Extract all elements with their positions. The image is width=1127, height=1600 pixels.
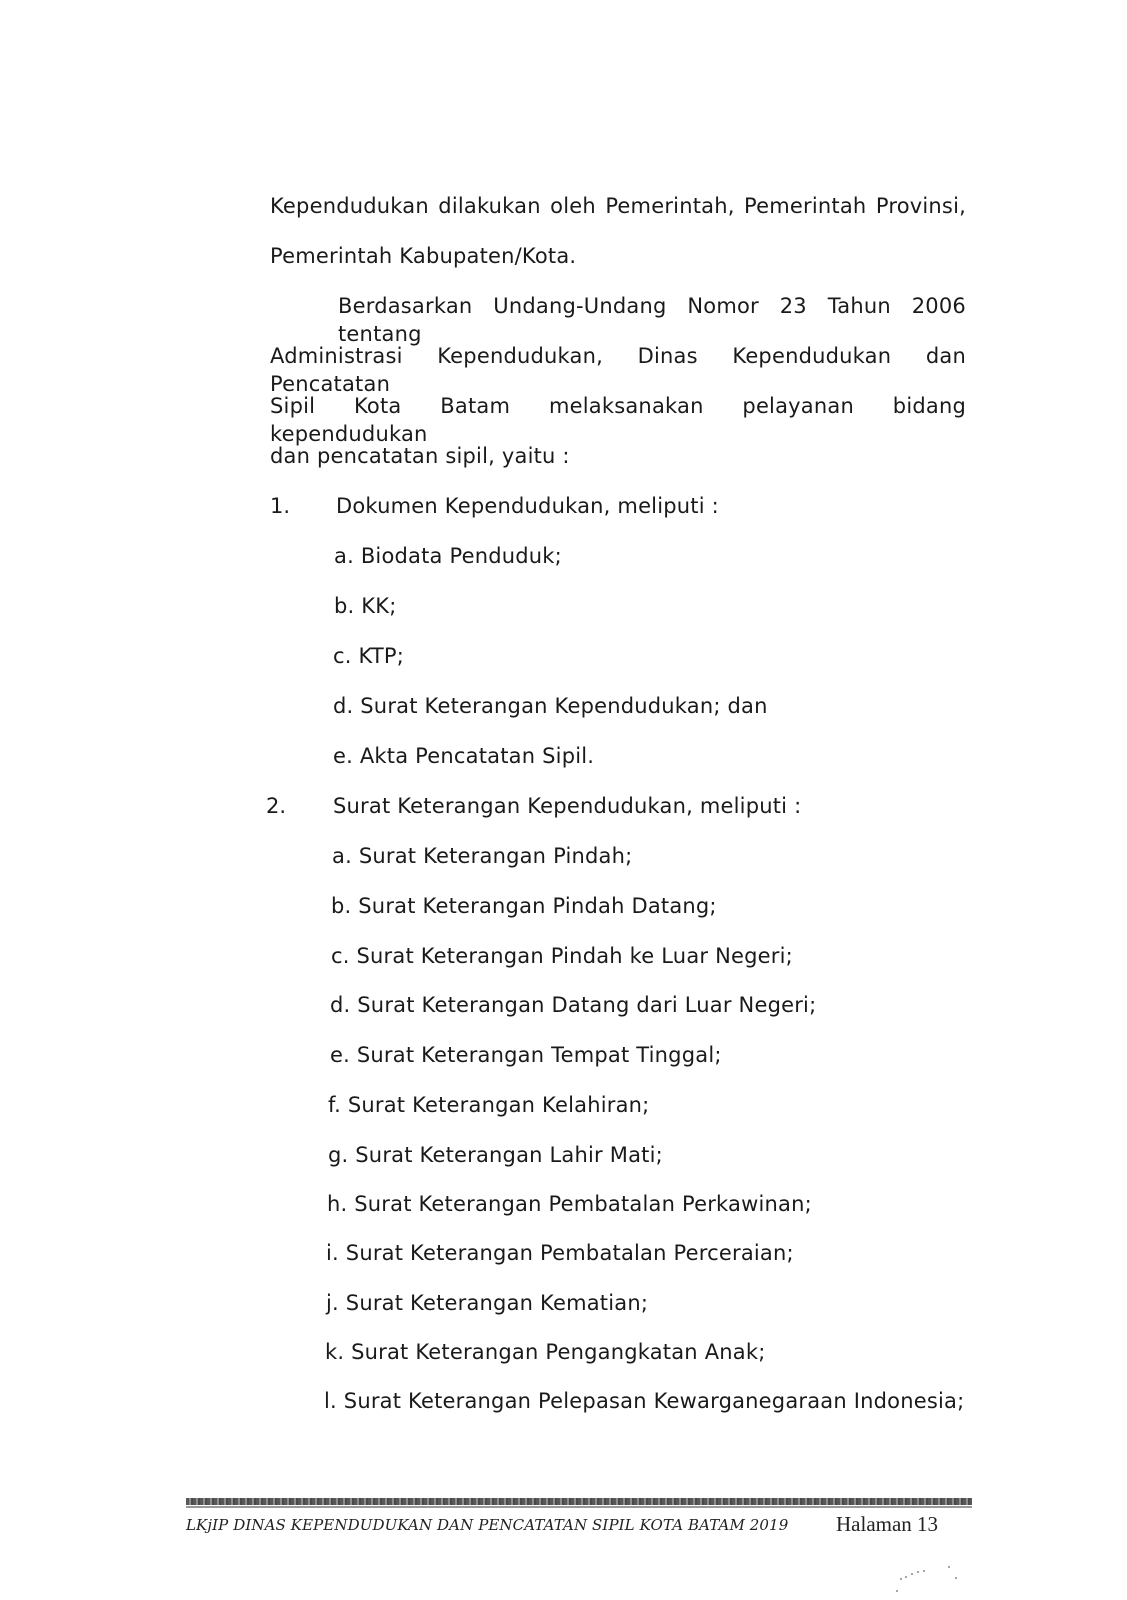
list-1-item: c. KTP; — [333, 644, 405, 668]
page-number: Halaman 13 — [836, 1512, 939, 1536]
list-1-item: b. KK; — [334, 594, 397, 618]
paragraph-2-line-2: Administrasi Kependudukan, Dinas Kependudukan dan Pencatatan — [270, 344, 966, 396]
list-2-item: b. Surat Keterangan Pindah Datang; — [331, 894, 717, 918]
list-2-number: 2. — [266, 794, 287, 818]
list-2-item: l. Surat Keterangan Pelepasan Kewarganegaraan Indonesia; — [324, 1389, 965, 1413]
list-1-item: e. Akta Pencatatan Sipil. — [333, 744, 595, 768]
list-2-item: d. Surat Keterangan Datang dari Luar Negeri; — [330, 993, 817, 1017]
scan-speck — [911, 1573, 913, 1575]
footer-rule-thin — [186, 1506, 972, 1508]
paragraph-1-line-1: Kependudukan dilakukan oleh Pemerintah, Pemerintah Provinsi, — [270, 194, 966, 218]
list-2-item: a. Surat Keterangan Pindah; — [332, 844, 633, 868]
list-1-item: a. Biodata Penduduk; — [334, 544, 562, 568]
scan-speck — [905, 1576, 907, 1578]
paragraph-2-line-1: Berdasarkan Undang-Undang Nomor 23 Tahun 2006 tentang — [338, 294, 966, 346]
list-2-item: h. Surat Keterangan Pembatalan Perkawinan; — [327, 1192, 812, 1216]
paragraph-1-line-2: Pemerintah Kabupaten/Kota. — [270, 244, 577, 268]
list-2-title: Surat Keterangan Kependudukan, meliputi : — [333, 794, 802, 818]
scan-speck — [900, 1578, 902, 1580]
list-1-number: 1. — [270, 494, 291, 518]
scan-speck — [948, 1566, 950, 1568]
list-1-title: Dokumen Kependudukan, meliputi : — [336, 494, 719, 518]
scan-speck — [917, 1571, 919, 1573]
list-1-item: d. Surat Keterangan Kependudukan; dan — [333, 694, 768, 718]
scan-speck — [955, 1577, 957, 1579]
list-2-item: k. Surat Keterangan Pengangkatan Anak; — [325, 1340, 766, 1364]
list-2-item: g. Surat Keterangan Lahir Mati; — [328, 1143, 663, 1167]
list-2-item: i. Surat Keterangan Pembatalan Perceraian; — [326, 1241, 794, 1265]
list-2-item: j. Surat Keterangan Kematian; — [326, 1291, 649, 1315]
list-2-item: c. Surat Keterangan Pindah ke Luar Negeri; — [331, 944, 793, 968]
footer-title: LKjIP DINAS KEPENDUDUKAN DAN PENCATATAN SIPIL KOTA BATAM 2019 — [186, 1516, 789, 1534]
paragraph-2-line-3: Sipil Kota Batam melaksanakan pelayanan bidang kependudukan — [270, 394, 966, 446]
scan-speck — [923, 1570, 925, 1572]
list-2-item: e. Surat Keterangan Tempat Tinggal; — [330, 1043, 722, 1067]
footer-rule — [186, 1498, 972, 1505]
scan-speck — [896, 1590, 898, 1592]
list-2-item: f. Surat Keterangan Kelahiran; — [328, 1093, 650, 1117]
paragraph-2-line-4: dan pencatatan sipil, yaitu : — [270, 444, 570, 468]
